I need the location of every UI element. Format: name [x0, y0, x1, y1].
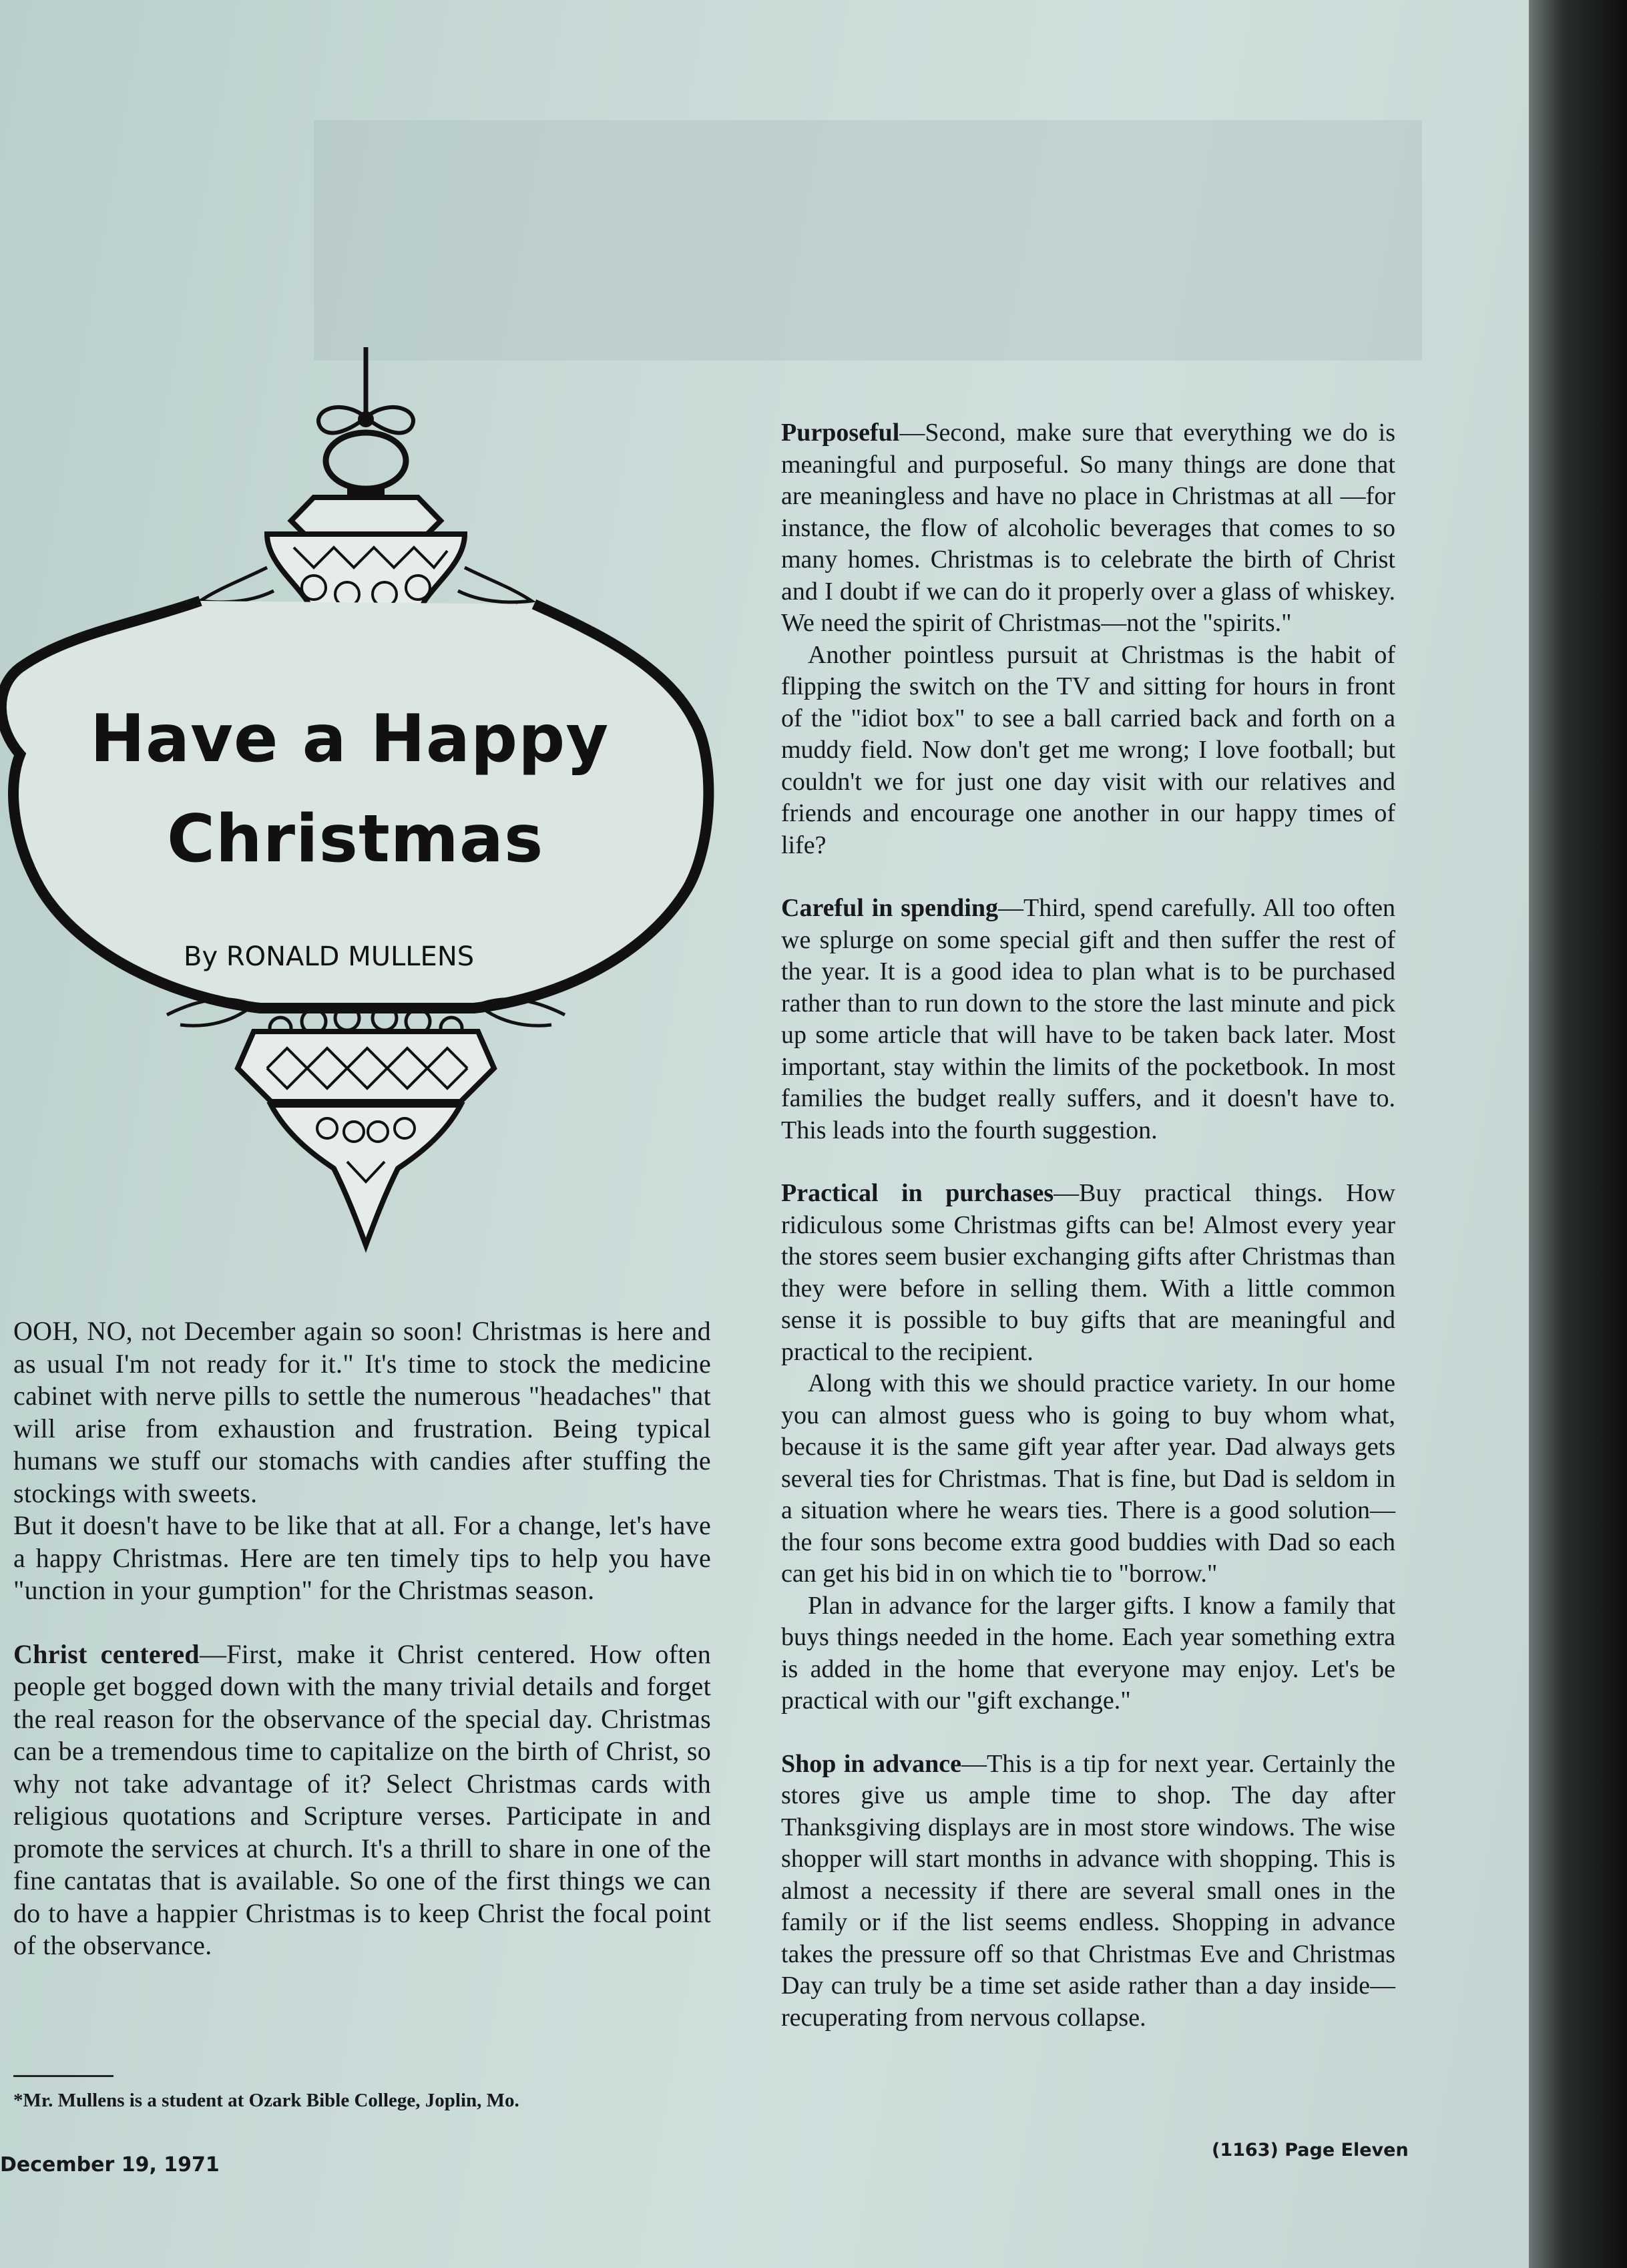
body-paragraph [781, 1749, 1395, 2034]
paragraph-text: Another pointless pursuit at Christmas is the habit of flipping the switch on the TV and sitting for hours in front of the "idiot box" to see a ball carried back and forth on a muddy field. Now don't get me wrong; I love football; but couldn't we for just one day visit with our relatives and friends and encourage one another in our happy times of life? [781, 640, 1395, 859]
body-paragraph [781, 1590, 1395, 1717]
folio-date: December 19, 1971 [0, 2153, 220, 2177]
paragraph-text: OOH, NO, not December again so soon! Christmas is here and as usual I'm not ready for it." It's time to stock the medicine cabinet with nerve pills to settle the numerous "headaches" that will arise from exhaustion and frustration. Being typical humans we stuff our stomachs with candies after stuffing the stockings with sweets. [13, 1316, 711, 1508]
paragraph-text: —Third, spend carefully. All too often we splurge on some special gift and then suffer the rest of the year. It is a good idea to plan what is to be purchased rather than to run down to the store the last minute and pick up some article that will have to be taken back later. Most important, stay within the limits of the pocketbook. In most families the budget really suffers, and it doesn't have to. This leads into the fourth suggestion. [781, 894, 1395, 1144]
paragraph-lead: Purposeful [781, 419, 900, 447]
paragraph-text: Plan in advance for the larger gifts. I know a family that buys things needed in the home. Each year something extra is added in the home that everyone may enjoy. Let's be practical with our "gift exchange." [781, 1591, 1395, 1715]
left-text-column [13, 1315, 711, 1962]
body-paragraph [781, 1178, 1395, 1368]
body-paragraph [781, 417, 1395, 640]
body-paragraph [13, 1510, 711, 1607]
folio-page-number: (1163) Page Eleven [1212, 2140, 1409, 2161]
show-through-header [314, 120, 1422, 361]
paragraph-text: —This is a tip for next year. Certainly the stores give us ample time to shop. The day after Thanksgiving displays are in most store windows. The wise shopper will start months in advance with shopping. This is almost a necessity if there are several small ones in the family or if the list seems endless. Shopping in advance takes the pressure off so that Christmas Eve and Christmas Day can truly be a time set aside rather than a day inside—recuperating from nervous collapse. [781, 1749, 1395, 2032]
paragraph-lead: Shop in advance [781, 1749, 962, 1778]
paragraph-lead: Christ centered [13, 1638, 200, 1669]
page-edge-shadow [1529, 0, 1627, 2268]
article-title-line-2: Christmas [167, 801, 544, 877]
paragraph-text: —First, make it Christ centered. How often people get bogged down with the many trivial details and forget the real reason for the observance of the special day. Christmas can be a tremendous time to capitalize on the birth of Christ, so why not take advantage of it? Select Christmas cards with religious quotations and Scripture verses. Participate in and promote the services at church. It's a thrill to share in one of the fine cantatas that is available. So one of the first things we can do to have a happier Christmas is to keep Christ the focal point of the observance. [13, 1638, 712, 1960]
paragraph-lead: Practical in purchases [781, 1179, 1054, 1207]
paragraph-text: But it doesn't have to be like that at all. For a change, let's have a happy Christmas. Here are ten timely tips to help you have "unction in your gumption" for the Christmas season. [13, 1510, 711, 1605]
footnote-rule [13, 2075, 113, 2077]
body-paragraph [13, 1638, 711, 1962]
paragraph-lead: Careful in spending [781, 894, 998, 922]
paragraph-text: —Buy practical things. How ridiculous some Christmas gifts can be! Almost every year the stores seem busier exchanging gifts after Christmas than they were before in selling them. With a little common sense it is possible to buy gifts that are meaningful and practical to the recipient. [781, 1179, 1395, 1366]
paragraph-text: —Second, make sure that everything we do is meaningful and purposeful. So many things are done that are meaningless and have no place in Christmas at all —for instance, the flow of alcoholic beverages that comes to so many homes. Christmas is to celebrate the birth of Christ and I doubt if we can do it properly over a glass of whiskey. We need the spirit of Christmas—not the "spirits." [781, 419, 1395, 637]
body-paragraph [781, 1368, 1395, 1590]
right-text-column [781, 417, 1395, 2034]
body-paragraph [13, 1315, 711, 1510]
body-paragraph [781, 893, 1395, 1146]
body-paragraph [781, 640, 1395, 862]
article-title-line-1: Have a Happy [90, 701, 610, 777]
author-footnote: *Mr. Mullens is a student at Ozark Bible College, Joplin, Mo. [13, 2090, 519, 2111]
article-byline: By RONALD MULLENS [184, 941, 475, 972]
paragraph-text: Along with this we should practice variety. In our home you can almost guess who is going to buy whom what, because it is the same gift year after year. Dad always gets several ties for Christmas. That is fine, but Dad is seldom in a situation where he wears ties. There is a good solution—the four sons become extra good buddies with Dad so each can get his bid in on which tie to "borrow." [781, 1369, 1395, 1588]
